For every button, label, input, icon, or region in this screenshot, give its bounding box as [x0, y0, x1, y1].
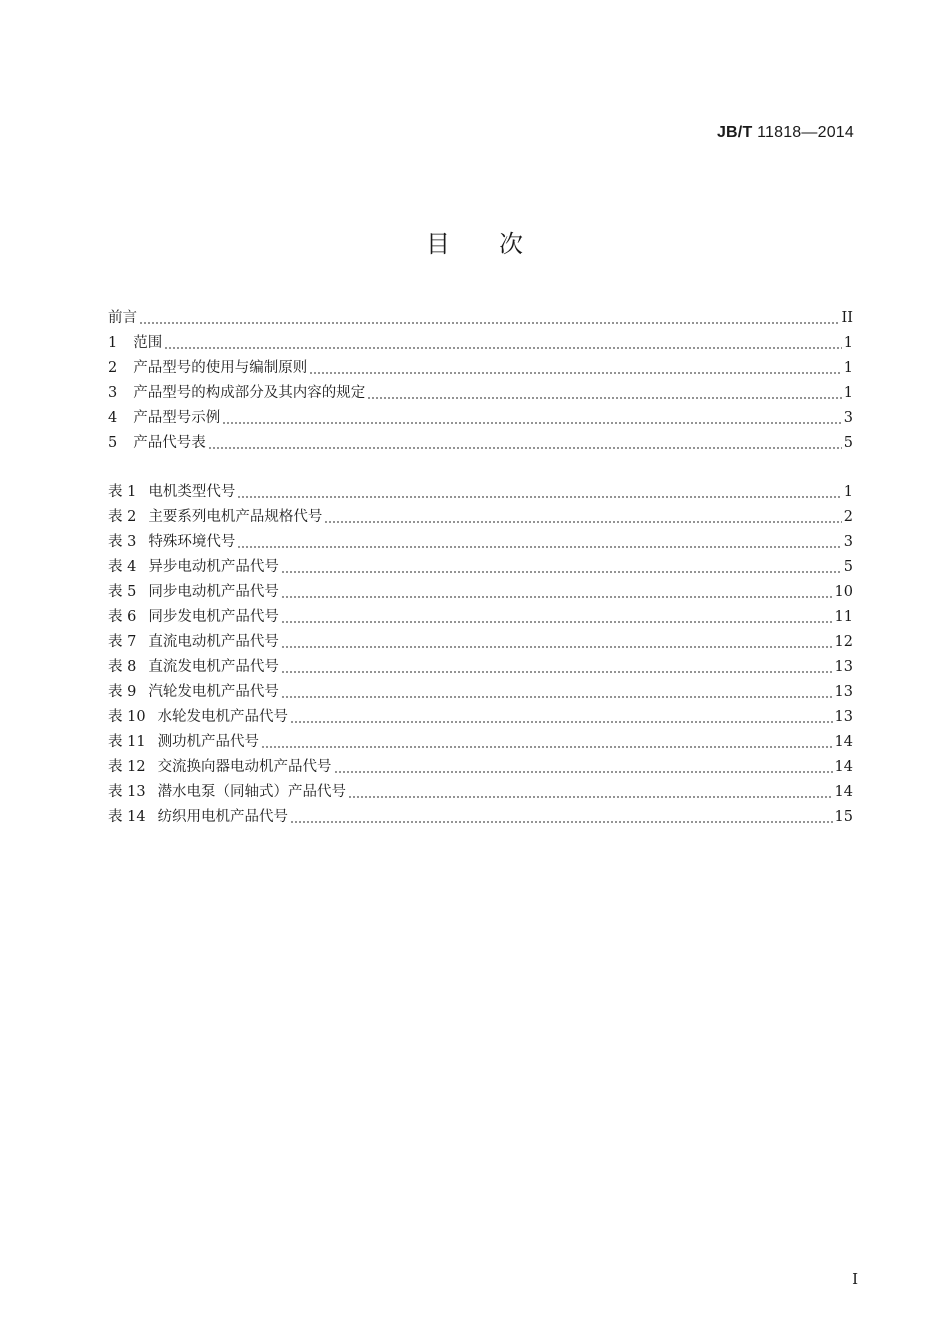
dot-leader	[281, 596, 833, 598]
entry-title: 产品型号的使用与编制原则	[133, 360, 308, 376]
toc-section-entry	[108, 433, 853, 453]
entry-number: 表 13	[108, 784, 146, 800]
title-char-2: 次	[499, 230, 524, 258]
dot-leader	[281, 571, 842, 573]
dot-leader	[164, 347, 842, 349]
entry-page-number: 10	[834, 584, 853, 600]
entry-title: 特殊环境代号	[148, 534, 236, 550]
standard-number: 11818—2014	[757, 124, 854, 141]
dot-leader	[281, 696, 833, 698]
standard-code	[717, 124, 854, 142]
toc-table-entry	[108, 532, 853, 552]
entry-page-number: 13	[834, 659, 853, 675]
toc-table-entry	[108, 657, 853, 677]
toc-table-entry	[108, 507, 853, 527]
entry-title: 前言	[108, 310, 137, 326]
entry-number: 2	[108, 360, 118, 376]
entry-number: 表 8	[108, 659, 137, 675]
entry-title: 主要系列电机产品规格代号	[148, 509, 323, 525]
entry-number: 3	[108, 385, 118, 401]
entry-title: 潜水电泵（同轴式）产品代号	[157, 784, 347, 800]
entry-number: 5	[108, 435, 118, 451]
entry-title: 范围	[133, 335, 163, 351]
dot-leader	[222, 422, 842, 424]
entry-title: 直流电动机产品代号	[148, 634, 279, 650]
toc-table-entry	[108, 557, 853, 577]
entry-page-number: 1	[843, 360, 853, 376]
toc-section-entry	[108, 308, 853, 328]
entry-page-number: 13	[834, 684, 853, 700]
page-title	[0, 224, 950, 259]
entry-number: 表 7	[108, 634, 137, 650]
entry-number: 表 4	[108, 559, 137, 575]
dot-leader	[367, 397, 842, 399]
dot-leader	[208, 447, 842, 449]
entry-number: 表 14	[108, 809, 146, 825]
entry-title: 同步电动机产品代号	[148, 584, 279, 600]
toc-table-entry	[108, 582, 853, 602]
entry-title: 汽轮发电机产品代号	[148, 684, 279, 700]
toc-section-entry	[108, 408, 853, 428]
dot-leader	[237, 496, 841, 498]
entry-page-number: 11	[834, 609, 853, 625]
entry-title: 交流换向器电动机产品代号	[157, 759, 332, 775]
dot-leader	[324, 521, 841, 523]
entry-title: 异步电动机产品代号	[148, 559, 279, 575]
dot-leader	[281, 621, 833, 623]
entry-page-number: 3	[843, 410, 853, 426]
entry-number: 表 10	[108, 709, 146, 725]
entry-number: 表 12	[108, 759, 146, 775]
dot-leader	[139, 322, 840, 324]
entry-page-number: 13	[834, 709, 853, 725]
entry-number: 4	[108, 410, 118, 426]
dot-leader	[281, 671, 833, 673]
entry-page-number: 1	[843, 335, 853, 351]
dot-leader	[237, 546, 841, 548]
entry-number: 表 5	[108, 584, 137, 600]
toc-table-entry	[108, 707, 853, 727]
toc-section-entry	[108, 383, 853, 403]
entry-number: 1	[108, 335, 118, 351]
entry-title: 电机类型代号	[148, 484, 236, 500]
dot-leader	[290, 821, 832, 823]
entry-title: 同步发电机产品代号	[148, 609, 279, 625]
entry-page-number: 12	[834, 634, 853, 650]
toc-table-entry	[108, 482, 853, 502]
entry-page-number: 5	[843, 559, 853, 575]
entry-page-number: 15	[834, 809, 853, 825]
toc-table-entry	[108, 682, 853, 702]
entry-title: 产品型号的构成部分及其内容的规定	[133, 385, 366, 401]
entry-page-number: 5	[843, 435, 853, 451]
entry-title: 产品代号表	[133, 435, 206, 451]
standard-prefix: JB/T	[716, 124, 753, 141]
entry-title: 水轮发电机产品代号	[157, 709, 289, 725]
entry-number: 表 9	[108, 684, 137, 700]
toc-table-entry	[108, 732, 853, 752]
toc-table-entry	[108, 632, 853, 652]
entry-number: 表 6	[108, 609, 137, 625]
dot-leader	[290, 721, 832, 723]
dot-leader	[348, 796, 832, 798]
entry-page-number: 1	[843, 484, 853, 500]
entry-page-number: 14	[834, 784, 853, 800]
entry-title: 产品型号示例	[133, 410, 221, 426]
entry-number: 表 2	[108, 509, 137, 525]
toc-table-entry	[108, 757, 853, 777]
entry-number: 表 3	[108, 534, 137, 550]
entry-page-number: 14	[834, 759, 853, 775]
entry-page-number: 2	[843, 509, 853, 525]
entry-number: 表 1	[108, 484, 137, 500]
entry-title: 纺织用电机产品代号	[157, 809, 289, 825]
page-folio: I	[852, 1270, 858, 1288]
toc-table-entry	[108, 807, 853, 827]
entry-number: 表 11	[108, 734, 146, 750]
toc-table-entry	[108, 782, 853, 802]
entry-page-number: II	[841, 310, 853, 326]
toc-table-entry	[108, 607, 853, 627]
dot-leader	[309, 372, 842, 374]
entry-title: 测功机产品代号	[157, 734, 260, 750]
toc-section-entry	[108, 333, 853, 353]
entry-title: 直流发电机产品代号	[148, 659, 279, 675]
entry-page-number: 14	[834, 734, 853, 750]
dot-leader	[261, 746, 832, 748]
dot-leader	[281, 646, 833, 648]
toc-section-entry	[108, 358, 853, 378]
title-char-1: 目	[426, 230, 451, 258]
entry-page-number: 3	[843, 534, 853, 550]
entry-page-number: 1	[843, 385, 853, 401]
dot-leader	[334, 771, 833, 773]
